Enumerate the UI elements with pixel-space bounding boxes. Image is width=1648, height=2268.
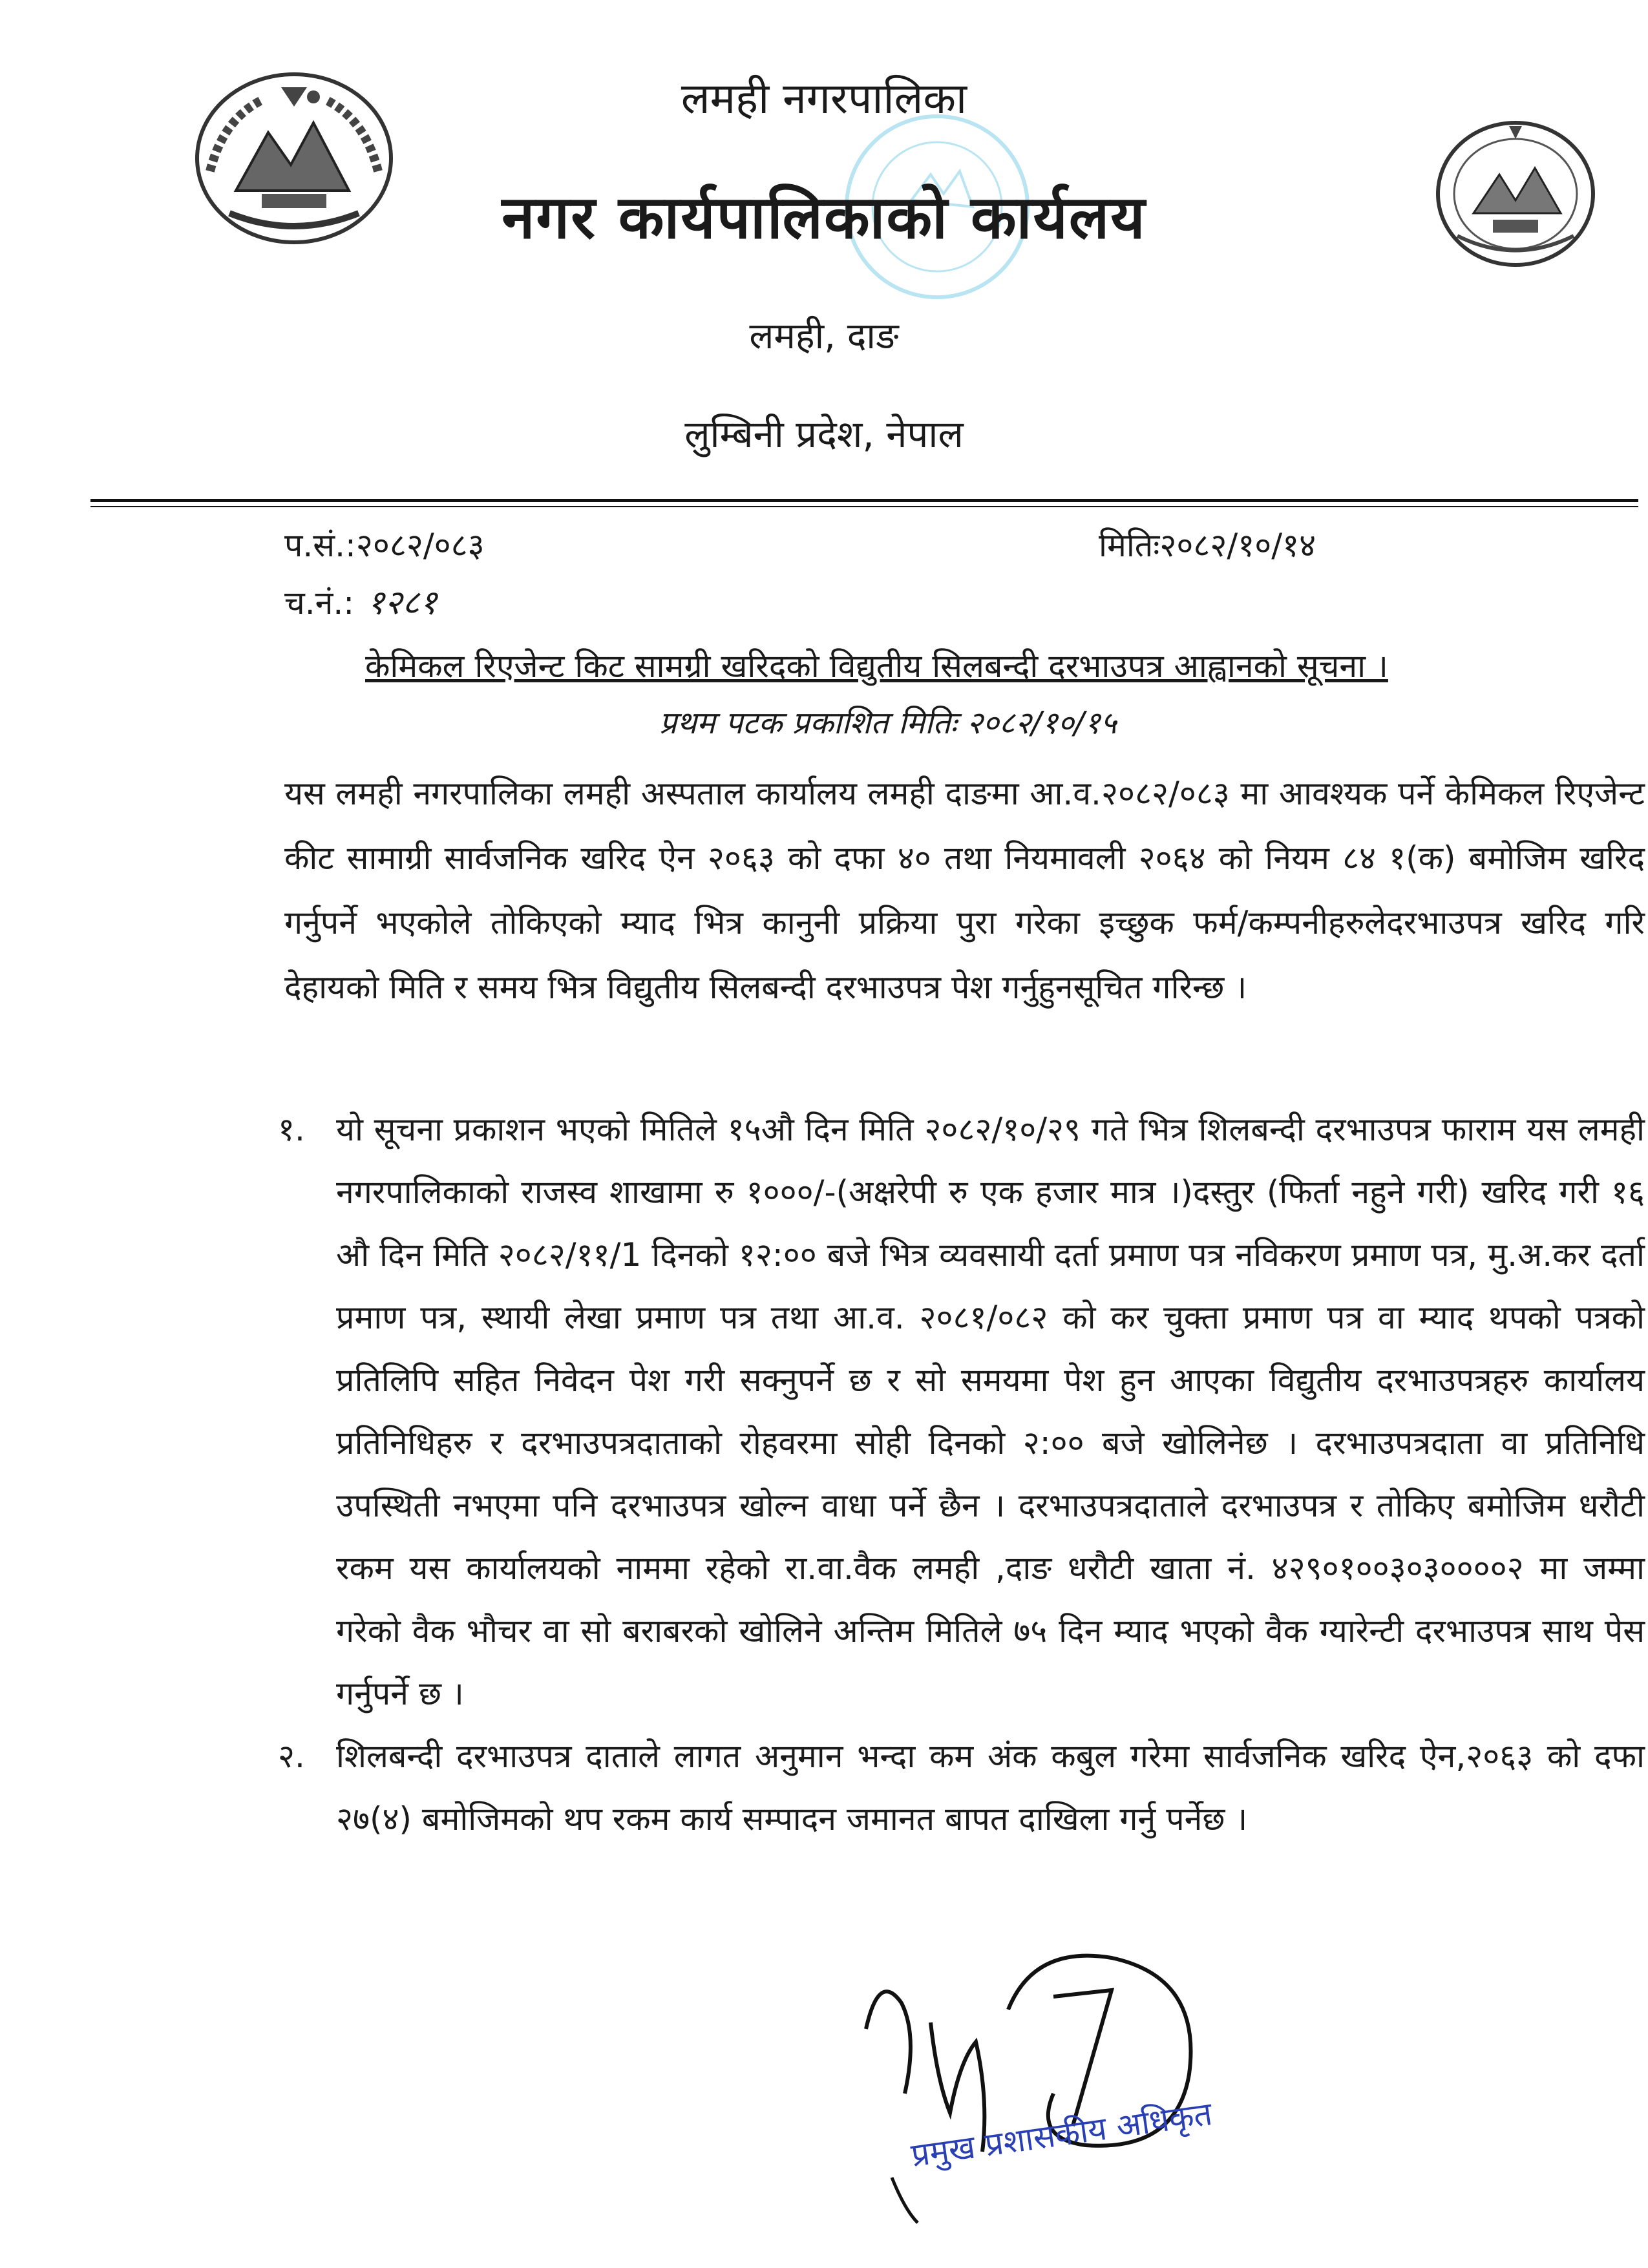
item-text: यो सूचना प्रकाशन भएको मितिले १५औ दिन मिति २०८२/१०/२९ गते भित्र शिलबन्दी दरभाउपत्र फाराम यस लमही नगरपालिकाको राजस्व शाखामा रु १०००/-(अक्षरेपी रु एक हजार मात्र ।)दस्तुर (फिर्ता नहुने गरी) खरिद गरी १६ औ दिन मिति २०८२/११/1 दिनको १२:०० बजे भित्र व्यवसायी दर्ता प्रमाण पत्र नविकरण प्रमाण पत्र, मु.अ.कर दर्ता प्रमाण पत्र, स्थायी लेखा प्रमाण पत्र तथा आ.व. २०८१/०८२ को कर चुक्ता प्रमाण पत्र वा म्याद थपको पत्रको प्रतिलिपि सहित निवेदन पेश गरी सक्नुपर्ने छ र सो समयमा पेश हुन आएका विद्युतीय दरभाउपत्रहरु कार्यालय प्रतिनिधिहरु र दरभाउपत्रदाताको रोहवरमा सोही दिनको २:०० बजे खोलिनेछ । दरभाउपत्रदाता वा प्रतिनिधि उपस्थिती नभएमा पनि दरभाउपत्र खोल्न वाधा पर्ने छैन । दरभाउपत्रदाताले दरभाउपत्र र तोकिए बमोजिम धरौटी रकम यस कार्यालयको नाममा रहेको रा.वा.वैक लमही ,दाङ धरौटी खाता नं. ४२९०१००३०३००००२ मा जम्मा गरेको वैक भौचर वा सो बराबरको खोलिने अन्तिम मितिले ७५ दिन म्याद भएको वैक ग्यारेन्टी दरभाउपत्र साथ पेस गर्नुपर्ने छ । bbox=[336, 1111, 1645, 1712]
dispatch-number bbox=[284, 578, 437, 624]
header-divider-thin bbox=[90, 506, 1638, 507]
notice-items bbox=[278, 1098, 1645, 1851]
item-text: शिलबन्दी दरभाउपत्र दाताले लागत अनुमान भन्दा कम अंक कबुल गरेमा सार्वजनिक खरिद ऐन,२०६३ को दफा २७(४) बमोजिमको थप रकम कार्य सम्पादन जमानत बापत दाखिला गर्नु पर्नेछ । bbox=[336, 1738, 1645, 1838]
intro-paragraph: यस लमही नगरपालिका लमही अस्पताल कार्यालय लमही दाङमा आ.व.२०८२/०८३ मा आवश्यक पर्ने केमिकल रिएजेन्ट कीट सामाग्री सार्वजनिक खरिद ऐन २०६३ को दफा ४० तथा नियमावली २०६४ को नियम ८४ १(क) बमोजिम खरिद गर्नुपर्ने भएकोले तोकिएको म्याद भित्र कानुनी प्रक्रिया पुरा गरेका इच्छुक फर्म/कम्पनीहरुलेदरभाउपत्र खरिद गरि देहायको मिति र समय भित्र विद्युतीय सिलबन्दी दरभाउपत्र पेश गर्नुहुनसूचित गरिन्छ । bbox=[284, 775, 1645, 1006]
list-item bbox=[278, 1098, 1645, 1725]
header-divider bbox=[90, 499, 1638, 502]
list-item bbox=[278, 1725, 1645, 1851]
dispatch-value: १२८१ bbox=[367, 583, 438, 622]
organization-name: लमही नगरपालिका bbox=[681, 74, 967, 123]
reference-number: प.सं.:२०८२/०८३ bbox=[284, 527, 485, 564]
letter-date: मितिः२०८२/१०/१४ bbox=[1099, 527, 1316, 564]
office-location: लमही, दाङ bbox=[749, 315, 899, 357]
designation-stamp: प्रमुख प्रशासकीय अधिकृत bbox=[909, 2094, 1215, 2174]
notice-title: केमिकल रिएजेन्ट किट सामग्री खरिदको विद्युतीय सिलबन्दी दरभाउपत्र आह्वानको सूचना । bbox=[365, 647, 1388, 685]
item-number: १. bbox=[278, 1111, 305, 1148]
item-number: २. bbox=[278, 1738, 305, 1775]
province-name: लुम्बिनी प्रदेश, नेपाल bbox=[684, 412, 964, 456]
signature bbox=[840, 1932, 1241, 2229]
published-date: प्रथम पटक प्रकाशित मितिः २०८२/१०/१५ bbox=[659, 705, 1117, 741]
dispatch-label: च.नं.: bbox=[284, 584, 355, 622]
office-name: नगर कार्यपालिकाको कार्यलय bbox=[502, 183, 1146, 252]
